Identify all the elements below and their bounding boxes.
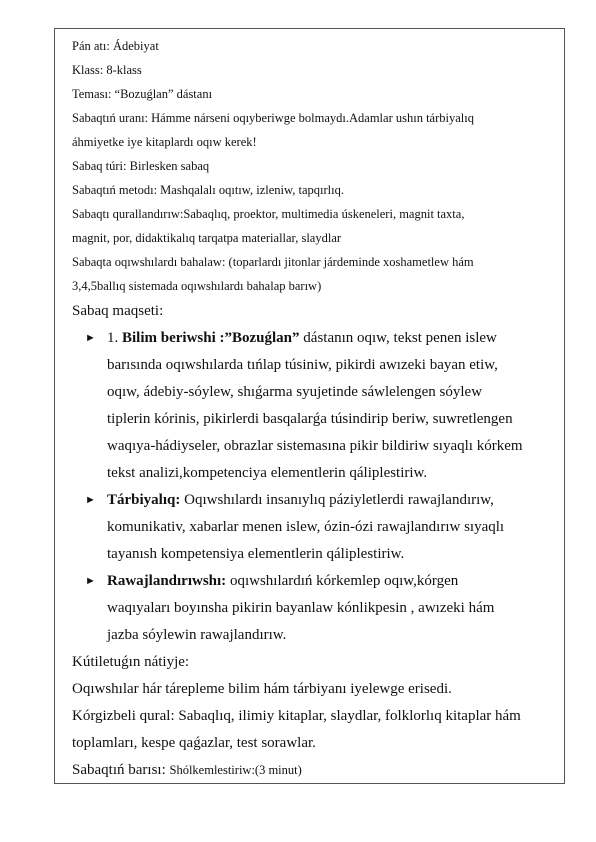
goal-text: Oqıwshılardı insanıylıq páziyletlerdi rawajlandırıw, (180, 492, 494, 508)
goal-line: barısında oqıwshılarda tıńlap túsiniw, pikirdi awızeki bayan etiw, (107, 357, 498, 373)
goal-line: jazba sóylewin rawajlandırıw. (107, 627, 287, 643)
assessment-line-2: 3,4,5ballıq sistemada oqıwshılardı bahalap barıw) (72, 279, 322, 293)
progress-label: Sabaqtıń barısı: (72, 762, 170, 778)
motto-line-1: Sabaqtıń uranı: Hámme nárseni oqıyberiwge bolmaydı.Adamlar ushın tárbiyalıq (72, 111, 474, 125)
equipment-line-2: magnit, por, didaktikalıq tarqatpa materiallar, slaydlar (72, 231, 342, 245)
goal-line: tiplerin kórinis, pikirlerdi basqalarǵa túsindirip beriw, suwretlengen (107, 411, 513, 427)
goal-line (107, 487, 562, 514)
equipment-line-1: Sabaqtı qurallandırıw:Sabaqlıq, proektor, multimedia úskeneleri, magnit taxta, (72, 207, 465, 221)
goal-item-developmental (72, 568, 562, 649)
subject-line: Pán atı: Ádebiyat (72, 39, 159, 53)
goal-text: oqıwshılardıń kórkemlep oqıw,kórgen (226, 573, 459, 589)
goal-line: oqıw, ádebiy-sóylew, shıǵarma syujetinde sáwlelengen sóylew (107, 384, 483, 400)
lesson-plan-document (72, 34, 562, 784)
goals-list (72, 325, 562, 649)
goal-line: tayanısh kompetensiya elementlerin qáliplestiriw. (107, 546, 405, 562)
visual-aids-line-1: Kórgizbeli qural: Sabaqlıq, ilimiy kitaplar, slaydlar, folklorlıq kitaplar hám (72, 708, 521, 724)
outcome-heading: Kútiletuǵın nátiyje: (72, 654, 190, 670)
lesson-progress-line (72, 757, 562, 784)
goal-item-upbringing (72, 487, 562, 568)
grade-line: Klass: 8-klass (72, 63, 142, 77)
goal-text: dástanın oqıw, tekst penen islew (299, 330, 497, 346)
goal-line: komunikativ, xabarlar menen islew, ózin-ózi rawajlandırıw sıyaqlı (107, 519, 505, 535)
bullet-arrow-icon: ► (85, 332, 96, 344)
goal-line: tekst analizi,kompetenciya elementlerin qáliplestiriw. (107, 465, 428, 481)
outcome-text: Oqıwshılar hár tárepleme bilim hám tárbiyanı iyelewge erisedi. (72, 681, 452, 697)
goal-item-educational (72, 325, 562, 487)
bullet-arrow-icon: ► (85, 494, 96, 506)
bullet-arrow-icon: ► (85, 575, 96, 587)
goal-line (107, 325, 562, 352)
goal-title: Rawajlandırıwshı: (107, 573, 227, 589)
method-line: Sabaqtıń metodı: Mashqalalı oqıtıw, izleniw, tapqırlıq. (72, 183, 344, 197)
topic-line: Teması: “Bozuǵlan” dástanı (72, 87, 213, 101)
assessment-line-1: Sabaqta oqıwshılardı bahalaw: (toparlardı jitonlar járdeminde xoshametlew hám (72, 255, 474, 269)
goal-title: Bilim beriwshi :”Bozuǵlan” (122, 330, 300, 346)
goal-title: Tárbiyalıq: (107, 492, 181, 508)
visual-aids-line-2: toplamları, kespe qaǵazlar, test sorawlar. (72, 735, 316, 751)
lesson-type-line: Sabaq túri: Birlesken sabaq (72, 159, 210, 173)
motto-line-2: áhmiyetke iye kitaplardı oqıw kerek! (72, 135, 257, 149)
goal-line: waqıya-hádiyseler, obrazlar sistemasına pikir bildiriw sıyaqlı kórkem (107, 438, 523, 454)
goal-line: waqıyaları boyınsha pikirin bayanlaw kónlikpesin , awızeki hám (107, 600, 495, 616)
progress-value: Shólkemlestiriw:(3 minut) (169, 763, 302, 777)
goal-line (107, 568, 562, 595)
goals-heading: Sabaq maqseti: (72, 303, 164, 319)
goal-number: 1. (107, 330, 122, 346)
